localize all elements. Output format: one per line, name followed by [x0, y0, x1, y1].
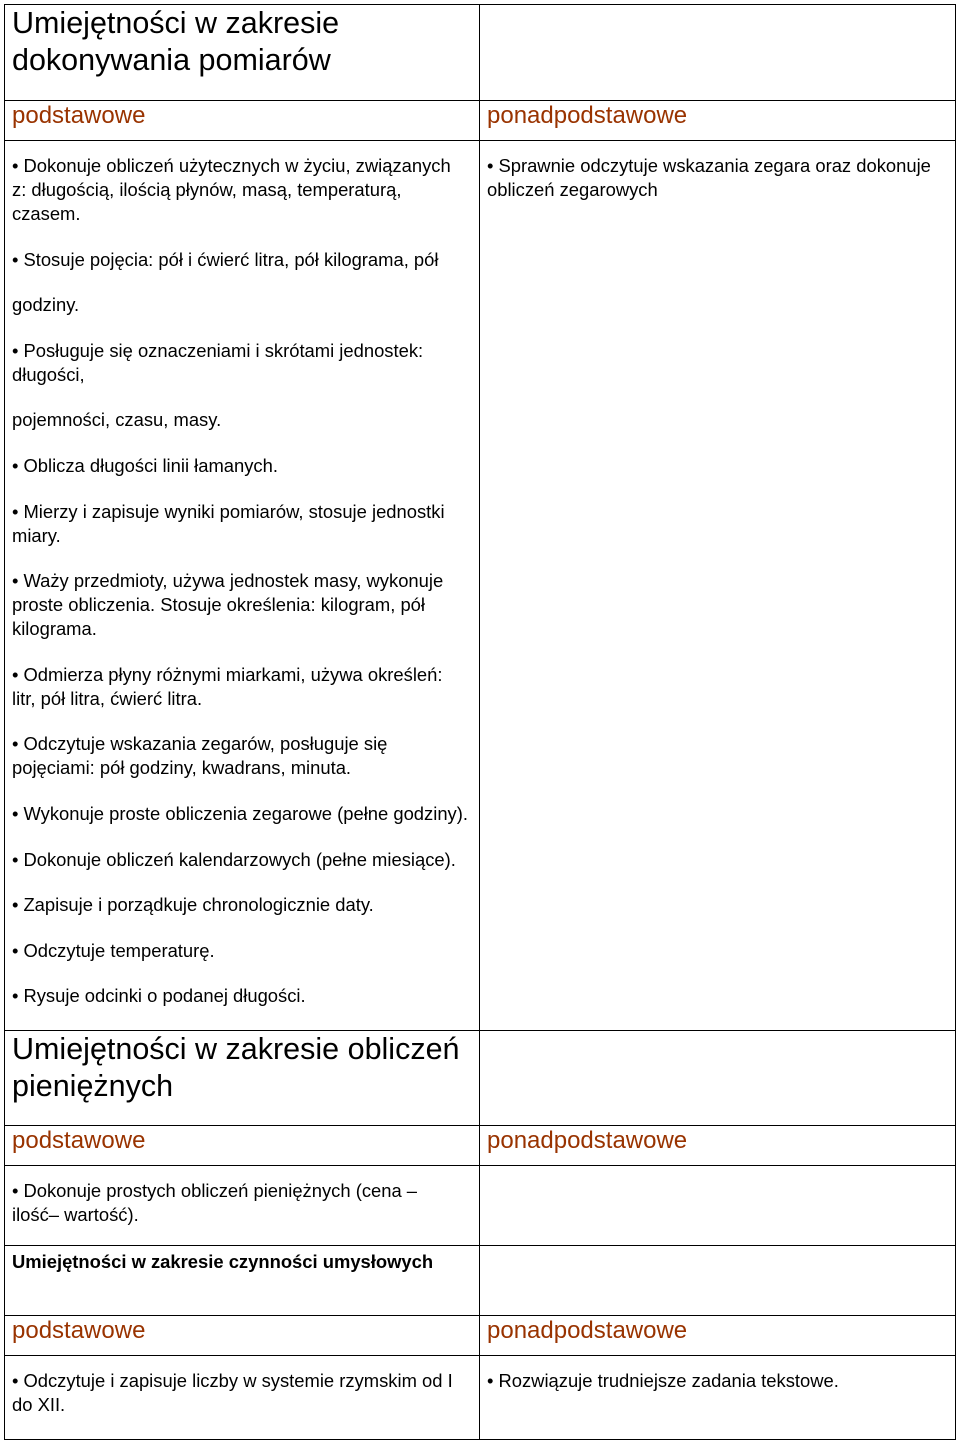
list-item-text: Zapisuje i porządkuje chronologicznie daty. [23, 894, 374, 916]
list-item-line [12, 248, 472, 272]
basic-level-label: podstawowe [5, 1126, 480, 1165]
list-item [12, 154, 472, 226]
list-item-line [487, 1369, 948, 1393]
list-item-text: Odczytuje temperaturę. [23, 939, 215, 961]
list-item [12, 893, 472, 917]
bullet-marker: • [12, 155, 19, 176]
list-item-text: Waży przedmioty, używa jednostek masy, wykonuje [23, 570, 444, 592]
advanced-level-label: ponadpodstawowe [487, 1127, 688, 1154]
list-item-line [12, 1203, 472, 1227]
section-title [5, 5, 480, 100]
list-item [12, 848, 472, 872]
list-item-line [12, 569, 472, 593]
list-item [12, 732, 472, 780]
list-item [12, 569, 472, 641]
list-item-line [12, 178, 472, 202]
list-item [12, 454, 472, 478]
list-item [12, 939, 472, 963]
list-item [12, 1369, 472, 1417]
empty-cell [480, 1246, 955, 1315]
list-item-text: Odczytuje i zapisuje liczby w systemie rzymskim od I [23, 1370, 453, 1391]
bullet-marker: • [12, 848, 19, 870]
bullet-marker: • [12, 663, 19, 685]
basic-requirements-cell [5, 1356, 480, 1439]
list-item-line [12, 593, 472, 617]
section-title [5, 1031, 480, 1125]
list-item-text: Rysuje odcinki o podanej długości. [23, 985, 306, 1007]
list-item-line [12, 617, 472, 641]
list-item [12, 339, 472, 387]
section-title-line: dokonywania pomiarów [12, 43, 331, 77]
advanced-level-label: ponadpodstawowe [487, 1317, 688, 1344]
bullet-marker: • [12, 500, 19, 522]
list-item-text: Dokonuje prostych obliczeń pieniężnych (cena – [23, 1180, 418, 1201]
list-item-text: miary. [12, 524, 61, 546]
list-item-line [12, 687, 472, 711]
list-item-line [12, 848, 472, 872]
content-row [4, 140, 956, 1030]
bullet-marker: • [12, 985, 19, 1007]
basic-level-label: podstawowe [5, 101, 480, 140]
list-item-line [12, 1179, 472, 1203]
list-item-line [12, 663, 472, 687]
basic-requirements-cell [5, 1166, 480, 1245]
list-item [12, 802, 472, 826]
list-item [12, 500, 472, 548]
list-item [12, 984, 472, 1008]
list-item-text: Oblicza długości linii łamanych. [23, 454, 278, 476]
bullet-marker: • [12, 339, 19, 361]
list-item-text: do XII. [12, 1394, 66, 1415]
content-row [4, 1165, 956, 1245]
empty-cell [480, 1031, 955, 1125]
list-item-text: długości, [12, 363, 85, 385]
list-item-line [12, 1393, 472, 1417]
list-item [12, 408, 472, 432]
list-item-line [12, 802, 472, 826]
bullet-marker: • [12, 939, 19, 961]
list-item-text: kilograma. [12, 618, 97, 640]
list-item-line [12, 363, 472, 387]
list-item-text: czasem. [12, 203, 81, 224]
list-item-text: ilość– wartość). [12, 1204, 139, 1225]
list-item [12, 1179, 472, 1227]
section-title-row [4, 1030, 956, 1125]
list-item-line [12, 939, 472, 963]
requirements-table [4, 4, 956, 1440]
advanced-requirements-cell [480, 1166, 955, 1245]
section-title-row [4, 1245, 956, 1315]
section-title-line: pieniężnych [12, 1069, 174, 1103]
list-item-line [487, 154, 948, 178]
list-item-text: pojemności, czasu, masy. [12, 409, 222, 431]
list-item-line [12, 202, 472, 226]
list-item [12, 248, 472, 272]
list-item-line [12, 984, 472, 1008]
list-item-text: Dokonuje obliczeń kalendarzowych (pełne miesiące). [23, 848, 456, 870]
list-item-line [12, 339, 472, 363]
list-item-text: Posługuje się oznaczeniami i skrótami jednostek: [23, 339, 424, 361]
list-item-line [12, 500, 472, 524]
bullet-marker: • [12, 1180, 19, 1201]
list-item [487, 1369, 948, 1393]
content-row [4, 1355, 956, 1440]
section-title-line: Umiejętności w zakresie obliczeń [12, 1032, 460, 1066]
list-item-line [12, 732, 472, 756]
list-item-text: Sprawnie odczytuje wskazania zegara oraz dokonuje [498, 155, 931, 176]
list-item-text: godziny. [12, 294, 80, 316]
list-item-text: pojęciami: pół godziny, kwadrans, minuta. [12, 757, 352, 779]
bullet-marker: • [12, 1370, 19, 1391]
bullet-marker: • [487, 155, 494, 176]
advanced-level-label: ponadpodstawowe [487, 102, 688, 129]
bullet-marker: • [12, 570, 19, 592]
basic-level-label: podstawowe [5, 1316, 480, 1355]
list-item-text: Odczytuje wskazania zegarów, posługuje się [23, 733, 388, 755]
bullet-marker: • [12, 248, 19, 270]
advanced-requirements-cell [480, 1356, 955, 1439]
level-labels-row [4, 1315, 956, 1355]
empty-cell [480, 5, 955, 100]
bullet-marker: • [12, 454, 19, 476]
section-title-line: Umiejętności w zakresie [12, 6, 340, 40]
bullet-marker: • [487, 1370, 494, 1391]
list-item-text: Odmierza płyny różnymi miarkami, używa określeń: [23, 663, 443, 685]
list-item [12, 293, 472, 317]
advanced-requirements-cell [480, 141, 955, 1030]
bullet-marker: • [12, 802, 19, 824]
list-item-line [12, 408, 472, 432]
basic-requirements-cell [5, 141, 480, 1030]
level-labels-row [4, 1125, 956, 1165]
list-item-line [12, 454, 472, 478]
list-item-text: Rozwiązuje trudniejsze zadania tekstowe. [498, 1370, 839, 1391]
list-item [12, 663, 472, 711]
list-item-line [12, 293, 472, 317]
list-item-line [12, 154, 472, 178]
list-item-text: obliczeń zegarowych [487, 179, 658, 200]
list-item-text: Wykonuje proste obliczenia zegarowe (pełne godziny). [23, 802, 468, 824]
list-item-line [12, 1369, 472, 1393]
list-item-line [12, 756, 472, 780]
section-title-row [4, 4, 956, 100]
bullet-marker: • [12, 733, 19, 755]
list-item-text: Mierzy i zapisuje wyniki pomiarów, stosuje jednostki [23, 500, 445, 522]
list-item-line [12, 893, 472, 917]
list-item-text: litr, pół litra, ćwierć litra. [12, 687, 203, 709]
list-item-text: Dokonuje obliczeń użytecznych w życiu, związanych [23, 155, 451, 176]
list-item [487, 154, 948, 202]
level-labels-row [4, 100, 956, 140]
list-item-line [487, 178, 948, 202]
list-item-text: Stosuje pojęcia: pół i ćwierć litra, pół kilograma, pół [23, 248, 439, 270]
bullet-marker: • [12, 894, 19, 916]
list-item-line [12, 524, 472, 548]
section-title: Umiejętności w zakresie czynności umysłowych [5, 1246, 480, 1315]
list-item-text: z: długością, ilością płynów, masą, temperaturą, [12, 179, 402, 200]
list-item-text: proste obliczenia. Stosuje określenia: kilogram, pół [12, 594, 425, 616]
